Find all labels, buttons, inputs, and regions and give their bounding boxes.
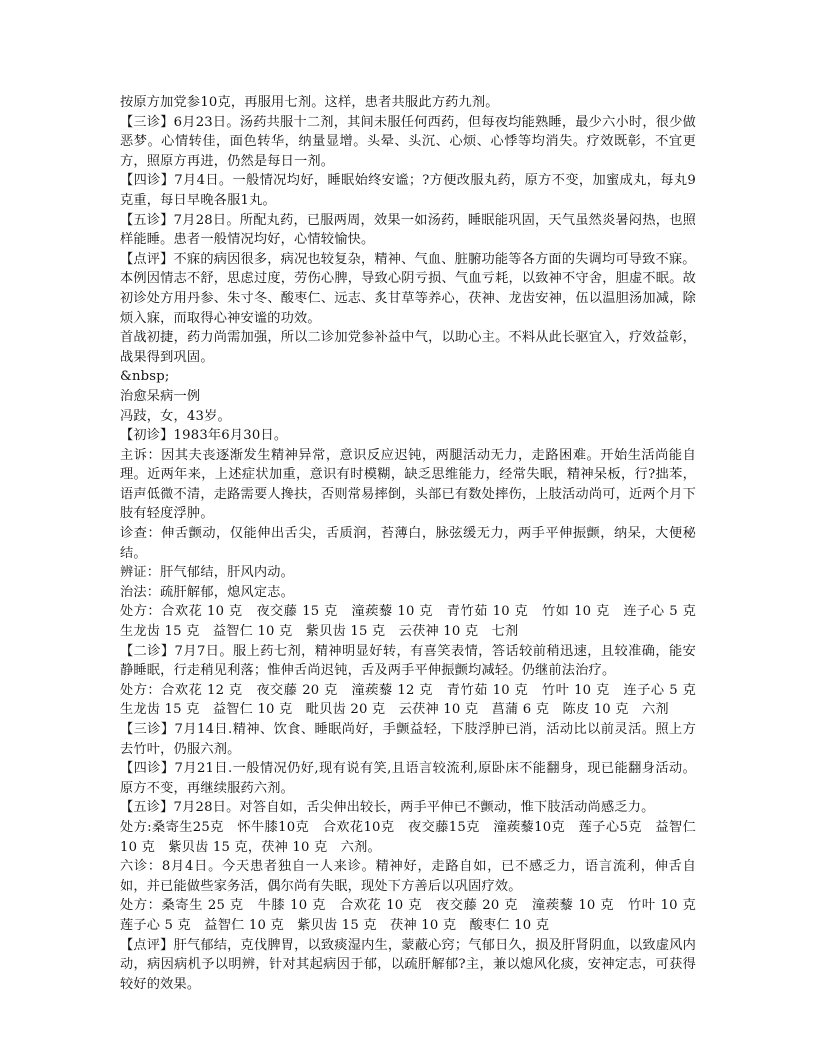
fourth-visit: 【四诊】7月21日.一般情况仍好,现有说有笑,且语言较流利,原卧床不能翻身，现已能翻身活动。原方不变，再继续服药六剂。 — [120, 761, 696, 796]
paragraph-fifth-visit: 【五诊】7月28日。所配丸药，已服两周，效果一如汤药，睡眠能巩固，天气虽然炎暑闷热，也照样能睡。患者一般情况均好，心情较愉快。 — [120, 212, 696, 248]
paragraph-case-conclusion: 首战初捷，药力尚需加强，所以二诊加党参补益中气，以助心主。不料从此长驱宜入，疗效益彰，战果得到巩固。 — [120, 330, 696, 365]
treatment-method: 治法：疏肝解郁，熄风定志。 — [120, 584, 295, 600]
prescription-4: 处方：桑寄生 25 克 牛膝 10 克 合欢花 10 克 夜交藤 20 克 潼蒺藜 10 克 竹叶 10 克 莲子心 5 克 益智仁 10 克 紫贝齿 15 克 茯神 10 克 酸枣仁 10 克 — [120, 898, 710, 933]
paragraph-case-analysis: 本例因情志不舒，思虑过度，劳伤心脾，导致心阴亏损、气血亏耗，以致神不守舍，胆虚不眠。故初诊处方用丹参、朱寸冬、酸枣仁、远志、炙甘草等养心，茯神、龙齿安神，伍以温胆汤加减，除烦入寐，而取得心神安谧的功效。 — [120, 271, 696, 326]
paragraph-previous-continuation: 按原方加党参10克，再服用七剂。这样，患者共服此方药九剂。 — [120, 95, 499, 110]
paragraph-fourth-visit: 【四诊】7月4日。一般情况均好，睡眠始终安谧；?方便改服丸药，原方不变，加蜜成丸，每丸9克重，每日早晚各服1丸。 — [120, 173, 696, 208]
sixth-visit: 六诊：8月4日。今天患者独自一人来诊。精神好，走路自如，已不感乏力，语言流利，伸舌自如，并已能做些家务活，偶尔尚有失眠，现处下方善后以巩固疗效。 — [120, 859, 696, 894]
examination: 诊查：伸舌颤动，仅能伸出舌尖，舌质润，苔薄白，脉弦缓无力，两手平伸振颤，纳呆，大便秘结。 — [120, 526, 696, 561]
document-body — [120, 93, 710, 994]
chief-complaint: 主诉：因其夫丧逐渐发生精神异常，意识反应迟钝，两腿活动无力，走路困难。开始生活尚能自理。近两年来，上述症状加重，意识有时模糊，缺乏思维能力，经常失眠，精神呆板，行?拙苯，语声低微不清，走路需要人搀扶，否则常易摔倒，头部已有数处摔伤，上肢活动尚可，近两个月下肢有轻度浮肿。 — [120, 447, 696, 522]
patient-info: 冯跂，女，43岁。 — [120, 408, 231, 424]
case-title: 治愈呆病一例 — [120, 388, 201, 404]
prescription-3: 处方:桑寄生25克 怀牛膝10克 合欢花10克 夜交藤15克 潼蒺藜10克 莲子心5克 益智仁 10 克 紫贝齿 15 克，茯神 10 克 六剂。 — [120, 819, 696, 855]
paragraph-commentary: 【点评】不寐的病因很多，病况也较复杂，精神、气血、脏腑功能等各方面的失调均可导致不寐。 — [120, 251, 696, 267]
third-visit: 【三诊】7月14日.精神、饮食、睡眠尚好，手颤益轻，下肢浮肿已消，活动比以前灵活。照上方去竹叶，仍服六剂。 — [120, 722, 696, 757]
second-visit: 【二诊】7月7日。服上药七剂，精神明显好转，有喜笑表情，答话较前稍迅速，且较准确，能安静睡眠，行走稍见利落；惟伸舌尚迟钝，舌及两手平伸振颤均减轻。仍继前法治疗。 — [120, 643, 696, 679]
final-commentary: 【点评】肝气郁结，克伐脾胃，以致痰湿内生，蒙蔽心窍；气郁日久，损及肝肾阴血，以致虚风内动，病因病机予以明辨，针对其起病因于郁，以疏肝解郁?主，兼以熄风化痰，安神定志，可获得较好的效果。 — [120, 937, 696, 992]
first-visit-date: 【初诊】1983年6月30日。 — [120, 428, 288, 444]
paragraph-entity-artifact: &nbsp; — [120, 369, 170, 385]
prescription-2: 处方：合欢花 12 克 夜交藤 20 克 潼蒺藜 12 克 青竹茹 10 克 竹叶 10 克 连子心 5 克 生龙齿 15 克 益智仁 10 克 毗贝齿 20 克 云茯神 10 克 菖蒲 6 克 陈皮 10 克 六剂 — [120, 682, 710, 718]
paragraph-third-visit: 【三诊】6月23日。汤药共服十二剂，其间未服任何西药，但每夜均能熟睡，最少六小时，很少做恶梦。心情转佳，面色转华，纳量显增。头晕、头沉、心烦、心悸等均消失。疗效既彰，不宜更方，照原方再进，仍然是每日一剂。 — [120, 114, 696, 169]
differentiation: 辨证：肝气郁结，肝风内动。 — [120, 565, 295, 581]
prescription-1: 处方：合欢花 10 克 夜交藤 15 克 潼蒺藜 10 克 青竹茹 10 克 竹如 10 克 连子心 5 克 生龙齿 15 克 益智仁 10 克 紫贝齿 15 克 云茯神 10 克 七剂 — [120, 604, 710, 640]
fifth-visit: 【五诊】7月28日。对答自如，舌尖伸出较长，两手平伸已不颤动，惟下肢活动尚感乏力。 — [120, 800, 655, 816]
